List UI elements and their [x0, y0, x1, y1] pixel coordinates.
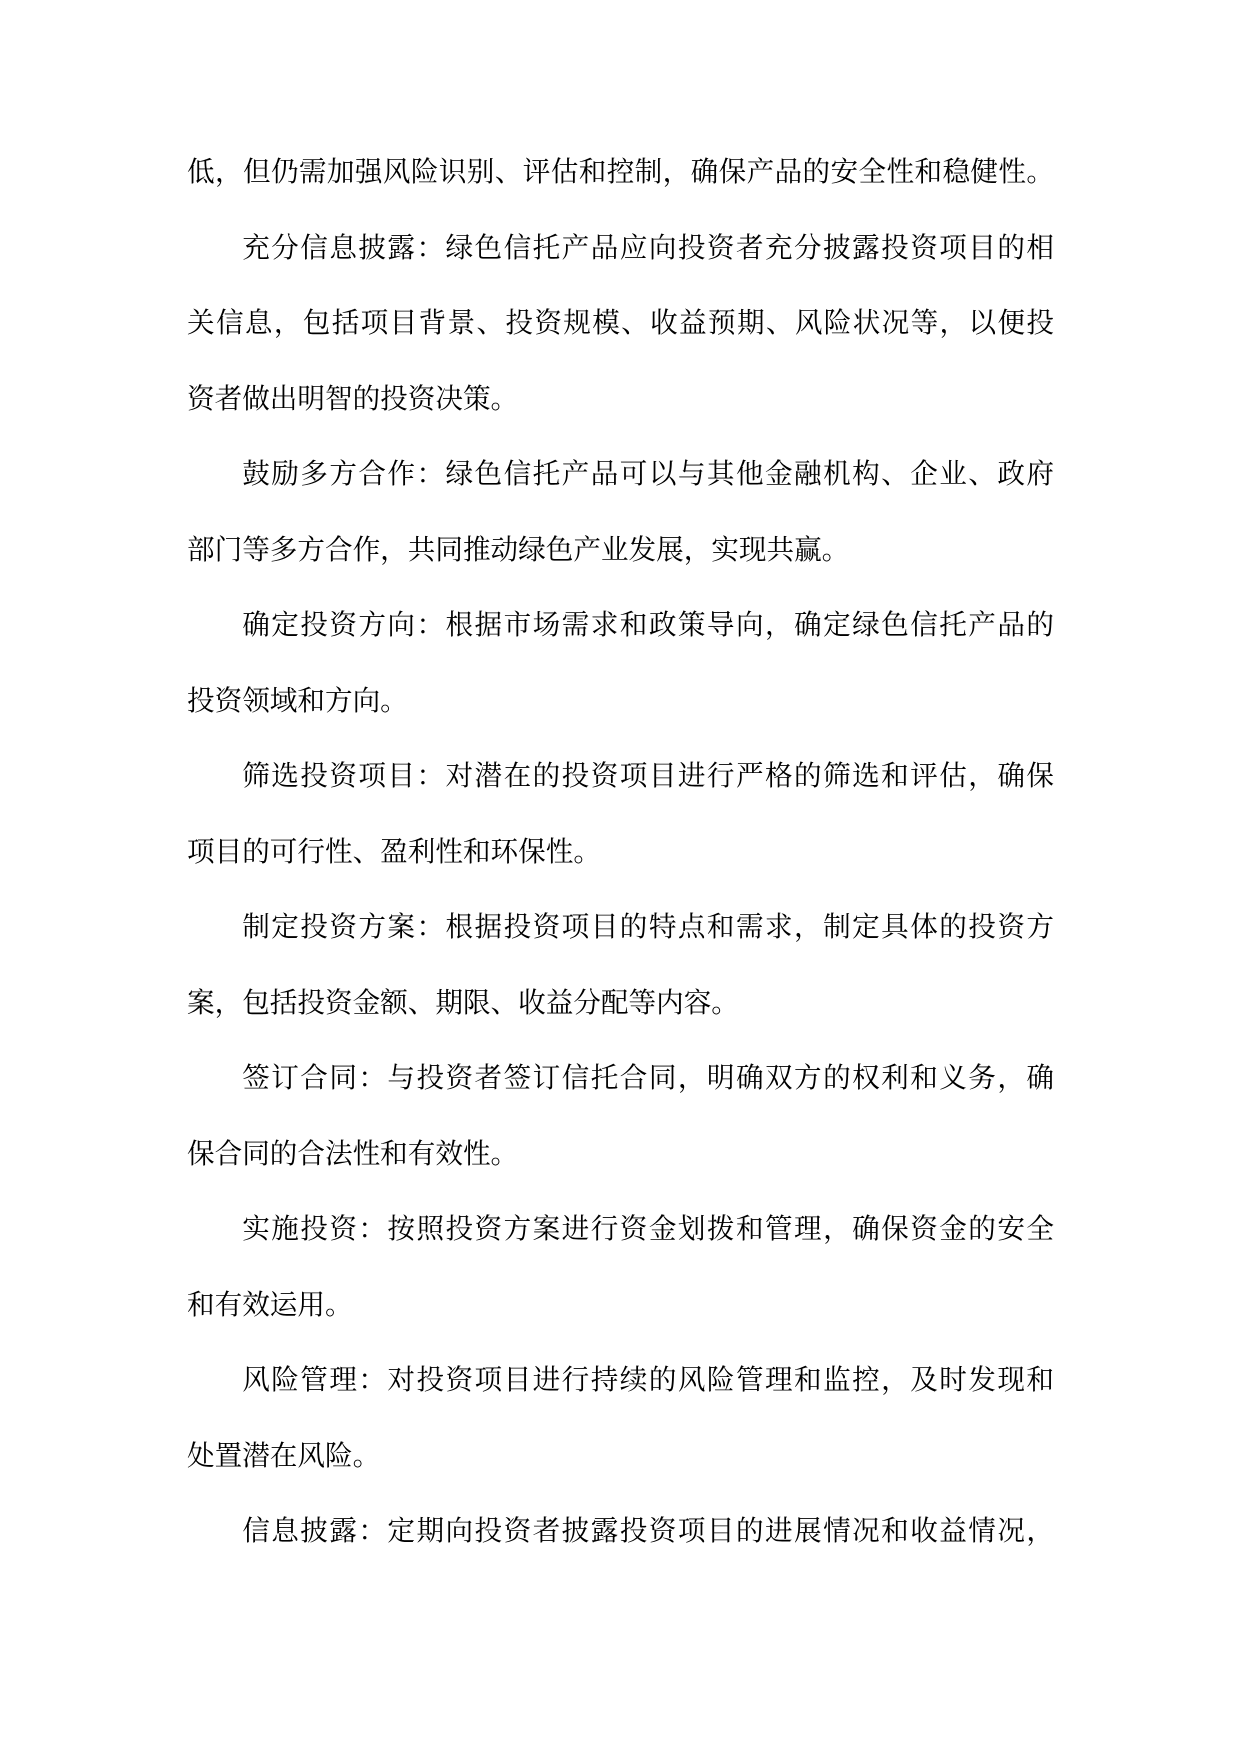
paragraph-investment-direction: [187, 587, 1054, 738]
paragraph-line: 筛选投资项目：对潜在的投资项目进行严格的筛选和评估，确保: [242, 760, 1054, 791]
paragraph-line: 制定投资方案：根据投资项目的特点和需求，制定具体的投资方: [242, 911, 1054, 942]
paragraph-line: 部门等多方合作，共同推动绿色产业发展，实现共赢。: [187, 533, 850, 565]
paragraph-contract-signing: [187, 1040, 1054, 1191]
paragraph-line: 鼓励多方合作：绿色信托产品可以与其他金融机构、企业、政府: [242, 458, 1054, 489]
paragraph-line: 关信息，包括项目背景、投资规模、收益预期、风险状况等，以便投: [187, 307, 1054, 338]
paragraph-risk-management: [187, 1342, 1054, 1493]
paragraph-full-disclosure: [187, 210, 1054, 437]
paragraph-line: 案，包括投资金额、期限、收益分配等内容。: [187, 986, 739, 1018]
paragraph-continuation: [187, 134, 1054, 210]
paragraph-investment-plan: [187, 889, 1054, 1040]
paragraph-information-disclosure: [187, 1493, 1054, 1569]
paragraph-project-screening: [187, 738, 1054, 889]
paragraph-line: 确定投资方向：根据市场需求和政策导向，确定绿色信托产品的: [242, 609, 1054, 640]
paragraph-line: 投资领域和方向。: [187, 684, 408, 716]
paragraph-line: 项目的可行性、盈利性和环保性。: [187, 835, 601, 867]
paragraph-line: 处置潜在风险。: [187, 1439, 381, 1471]
paragraph-line: 风险管理：对投资项目进行持续的风险管理和监控，及时发现和: [242, 1364, 1054, 1395]
paragraph-line: 保合同的合法性和有效性。: [187, 1137, 519, 1169]
paragraph-line: 签订合同：与投资者签订信托合同，明确双方的权利和义务，确: [242, 1062, 1054, 1093]
paragraph-line: 低，但仍需加强风险识别、评估和控制，确保产品的安全性和稳健性。: [187, 156, 1054, 187]
paragraph-line: 信息披露：定期向投资者披露投资项目的进展情况和收益情况，: [242, 1515, 1054, 1546]
paragraph-line: 和有效运用。: [187, 1288, 353, 1320]
paragraph-line: 充分信息披露：绿色信托产品应向投资者充分披露投资项目的相: [242, 231, 1054, 263]
paragraph-line: 实施投资：按照投资方案进行资金划拨和管理，确保资金的安全: [242, 1213, 1054, 1244]
paragraph-implementation: [187, 1191, 1054, 1342]
paragraph-line: 资者做出明智的投资决策。: [187, 382, 519, 414]
paragraph-cooperation: [187, 436, 1054, 587]
document-body: [187, 134, 1054, 1569]
